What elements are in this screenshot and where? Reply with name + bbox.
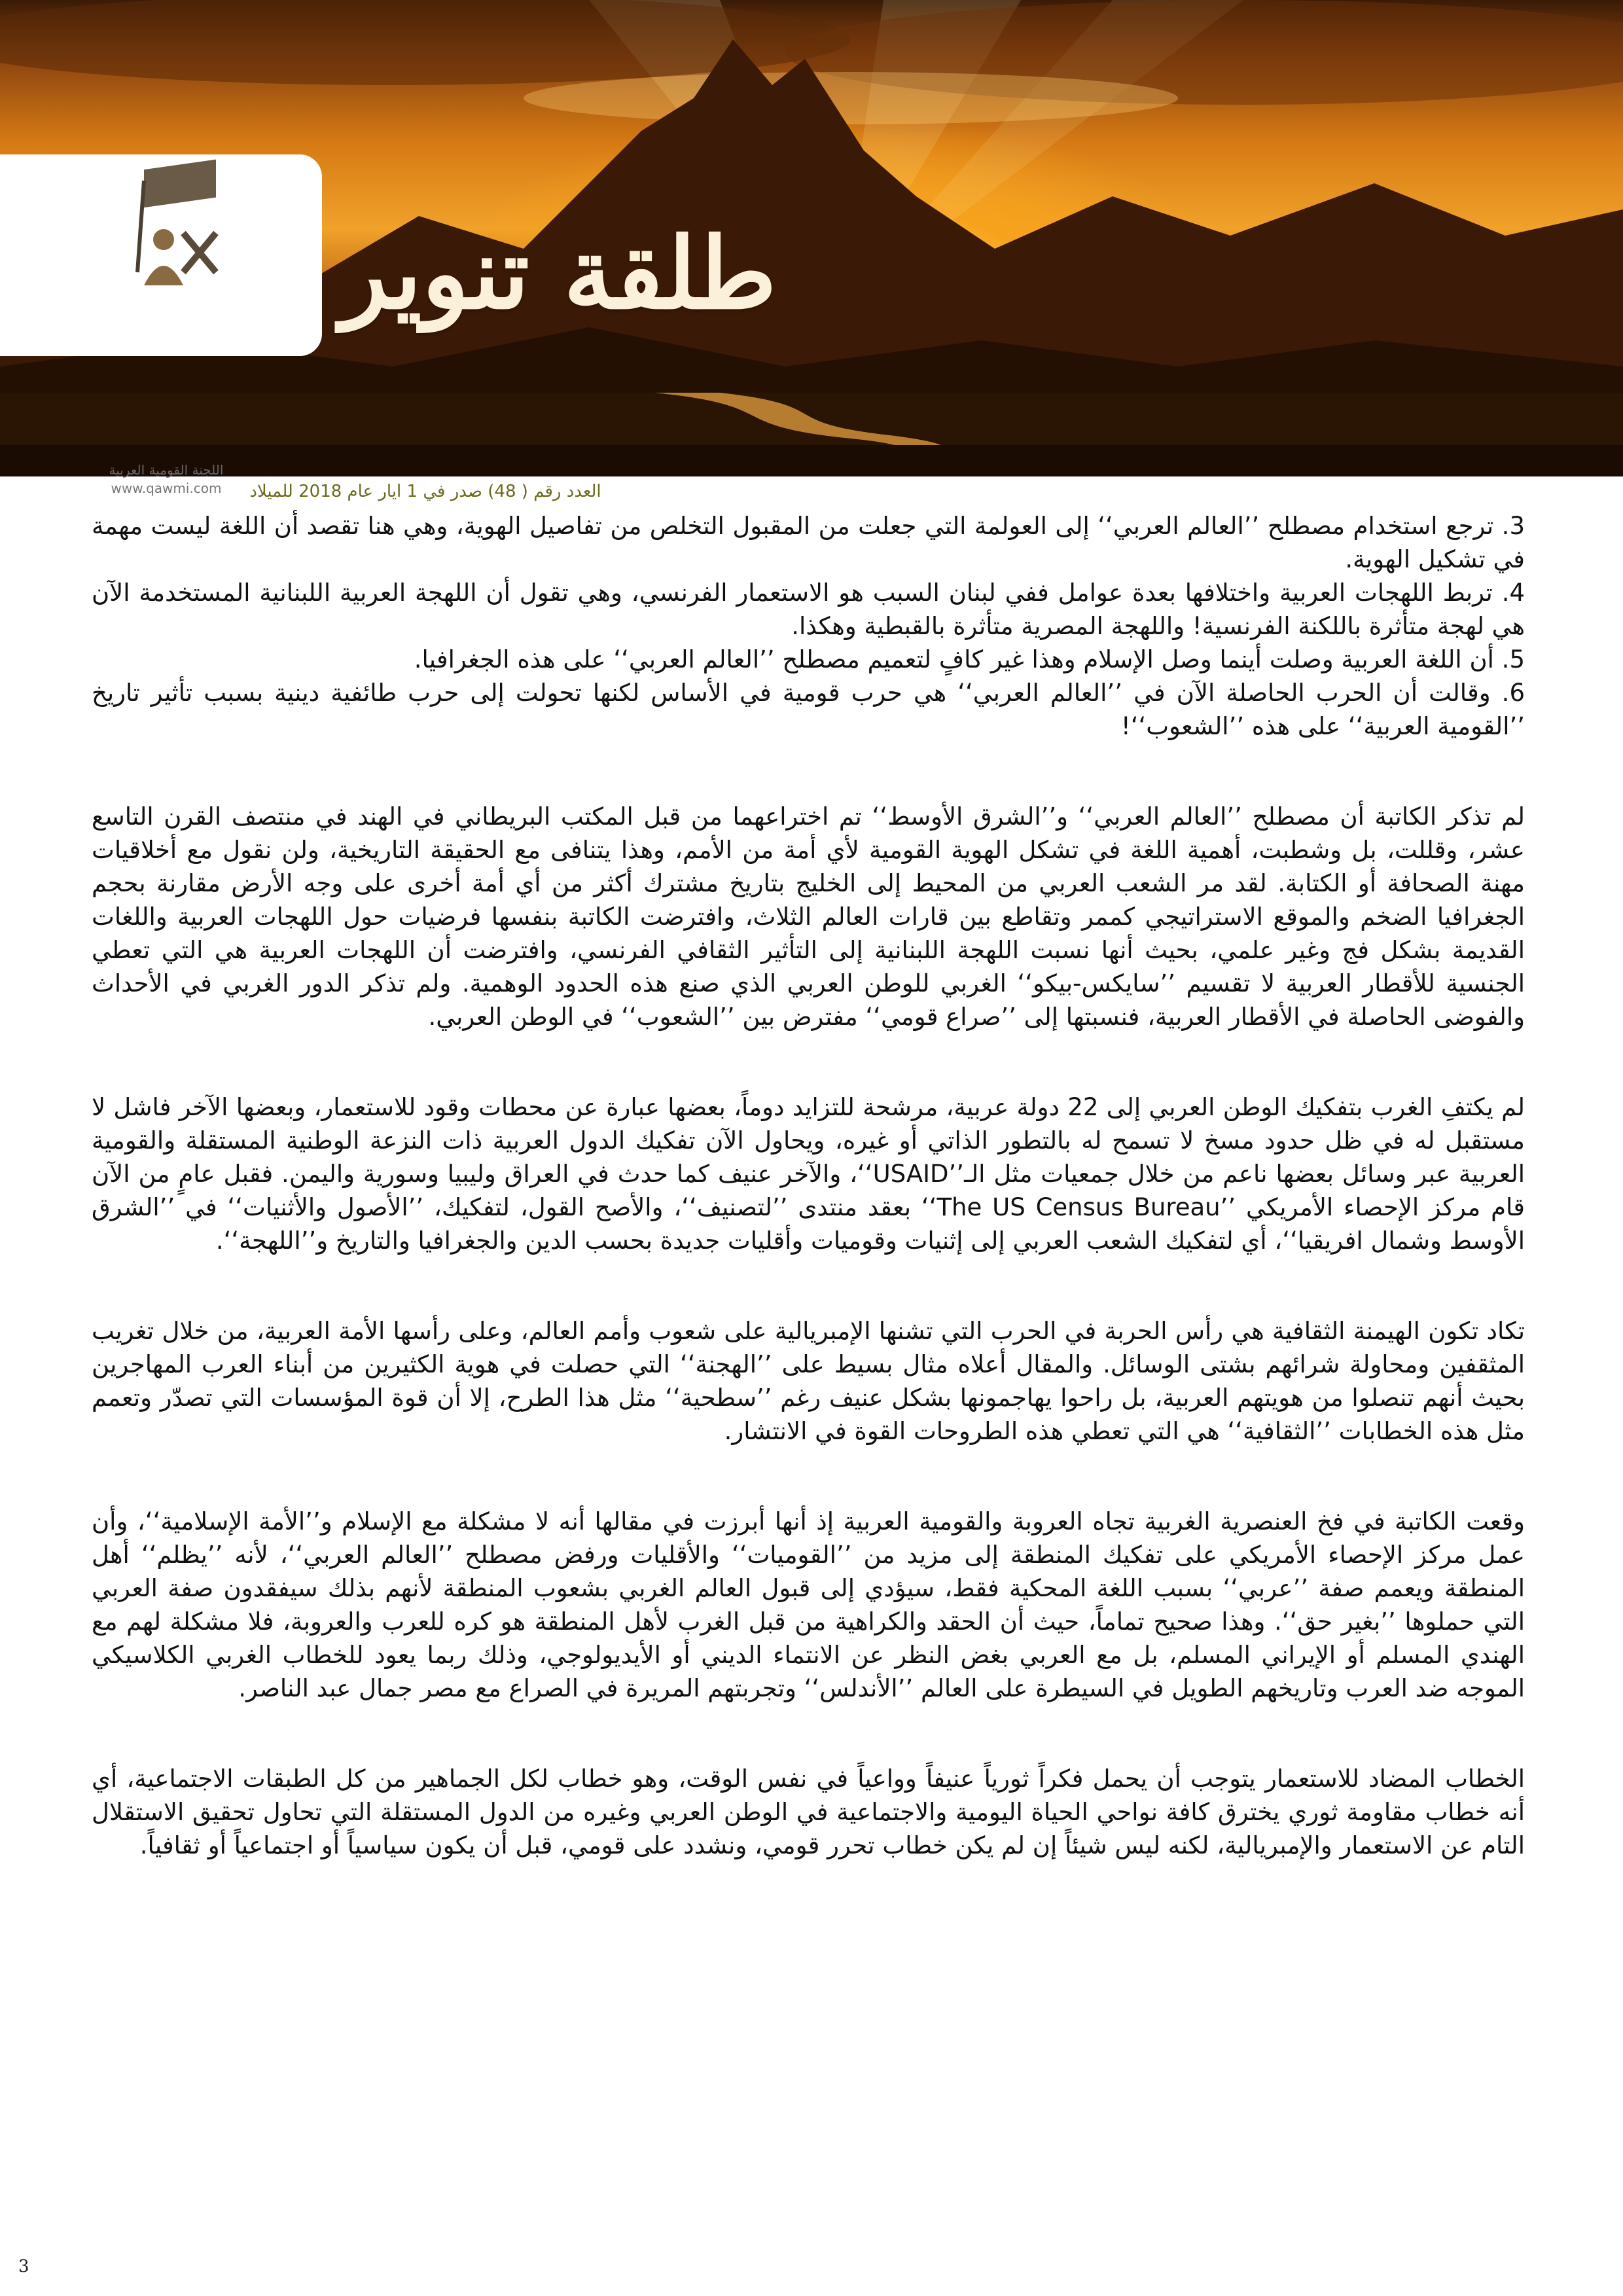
paragraph: لم يكتفِ الغرب بتفكيك الوطن العربي إلى 22 دولة عربية، مرشحة للتزايد دوماً، بعضها عبارة عن محطات وقود للاستعمار، وبعضها الآخر فاشل لا مستقبل له في ظل حدود مسخ لا تسمح له بالتطور الذاتي أو غيره، ويحاول الآن تفكيك الدول العربية ذات النزعة الوطنية المستقلة والقومية العربية عبر وسائل بعضها ناعم من خلال جمعيات مثل الـ’’USAID‘‘، والآخر عنيف كما حدث في العراق وليبيا وسورية واليمن. فقبل عامٍ من الآن قام مركز الإحصاء الأمريكي ’’The US Census Bureau‘‘ بعقد منتدى ’’لتصنيف‘‘، والأصح القول، لتفكيك، ’’الأصول والأثنيات‘‘ في ’’الشرق الأوسط وشمال افريقيا‘‘، أي لتفكيك الشعب العربي إلى إثنيات وقوميات وأقليات جديدة بحسب الدين والجغرافيا والتاريخ و’’اللهجة‘‘. (92, 1093, 1525, 1255)
list-item: 5. أن اللغة العربية وصلت أينما وصل الإسلام وهذا غير كافٍ لتعميم مصطلح ’’العالم العربي‘‘ على هذه الجغرافيا. (414, 645, 1525, 673)
magazine-title: طلقة تنوير (340, 216, 777, 331)
logo-url: www.qawmi.com (111, 480, 222, 496)
logo-caption: اللجنة القومية العربية (109, 462, 224, 478)
logo-panel (0, 154, 322, 496)
paragraph: الخطاب المضاد للاستعمار يتوجب أن يحمل فكراً ثورياً عنيفاً وواعياً في نفس الوقت، وهو خطاب لكل الجماهير من كل الطبقات الاجتماعية، أي أنه خطاب مقاومة ثوري يخترق كافة نواحي الحياة اليومية والاجتماعية في الوطن العربي وغيره من الدول المستقلة التي تحاول تحقيق الاستقلال التام عن الاستعمار والإمبريالية، لكنه ليس شيئاً إن لم يكن خطاب تحرر قومي، ونشدد على قومي، قبل أن يكون سياسياً أو اجتماعياً أو ثقافياً. (92, 1765, 1525, 1859)
paragraph: تكاد تكون الهيمنة الثقافية هي رأس الحربة في الحرب التي تشنها الإمبريالية على شعوب وأمم العالم، وعلى رأسها الأمة العربية، من خلال تغريب المثقفين ومحاولة شرائهم بشتى الوسائل. والمقال أعلاه مثال بسيط على ’’الهجنة‘‘ التي حصلت في هوية الكثيرين من أبناء العرب المهاجرين بحيث أنهم تنصلوا من هويتهم العربية، بل راحوا يهاجمونها بشكل عنيف رغم ’’سطحية‘‘ مثل هذا الطرح، إلا أن قوة المؤسسات التي تصدّر وتعمم مثل هذه الخطابات ’’الثقافية‘‘ هي التي تعطي هذه الطروحات القوة في الانتشار. (92, 1317, 1525, 1445)
list-item: 4. تربط اللهجات العربية واختلافها بعدة عوامل ففي لبنان السبب هو الاستعمار الفرنسي، وهي تقول أن اللهجة العربية اللبنانية المستخدمة الآن هي لهجة متأثرة باللكنة الفرنسية! واللهجة المصرية متأثرة بالقبطية وهكذا. (92, 579, 1525, 640)
list-item: 3. ترجع استخدام مصطلح ’’العالم العربي‘‘ إلى العولمة التي جعلت من المقبول التخلص من تفاصيل الهوية، وهي هنا تقصد أن اللغة ليست مهمة في تشكيل الهوية. (92, 512, 1525, 573)
page-number: 3 (18, 2257, 29, 2276)
list-item: 6. وقالت أن الحرب الحاصلة الآن في ’’العالم العربي‘‘ هي حرب قومية في الأساس لكنها تحولت إلى حرب طائفية دينية بسبب تأثير تاريخ ’’القومية العربية‘‘ على هذه ’’الشعوب‘‘! (92, 679, 1525, 740)
article-body (92, 509, 1525, 1862)
organization-logo-icon (65, 174, 262, 305)
paragraph: لم تذكر الكاتبة أن مصطلح ’’العالم العربي‘‘ و’’الشرق الأوسط‘‘ تم اختراعهما من قبل المكتب البريطاني في الهند في منتصف القرن التاسع عشر، وقللت، بل وشطبت، أهمية اللغة في تشكل الهوية القومية لأي أمة من الأمم، وهذا يتنافى مع الحقيقة التاريخية، ولن نقول مع أخلاقيات مهنة الصحافة أو الكتابة. لقد مر الشعب العربي من المحيط إلى الخليج بتاريخ مشترك أكثر من أي أمة أخرى على وجه الأرض مقارنة بحجم الجغرافيا الضخم والموقع الاستراتيجي كممر وتقاطع بين قارات العالم الثلاث، وافترضت الكاتبة بنفسها فرضيات حول اللهجات العربية واللغات القديمة بشكل فج وغير علمي، بحيث أنها نسبت اللهجة اللبنانية إلى التأثير الثقافي الفرنسي، وافترضت أن اللهجات العربية هي التي تعطي الجنسية للأقطار العربية لا تقسيم ’’سايكس-بيكو‘‘ الغربي للوطن العربي الذي صنع هذه الحدود الوهمية. ولم تذكر الدور الغربي في الأحداث والفوضى الحاصلة في الأقطار العربية، فنسبتها إلى ’’صراع قومي‘‘ مفترض بين ’’الشعوب‘‘ في الوطن العربي. (92, 802, 1525, 1031)
paragraph: وقعت الكاتبة في فخ العنصرية الغربية تجاه العروبة والقومية العربية إذ أنها أبرزت في مقالها أنه لا مشكلة مع الإسلام و’’الأمة الإسلامية‘‘، وأن عمل مركز الإحصاء الأمريكي على تفكيك المنطقة إلى مزيد من ’’القوميات‘‘ والأقليات ورفض مصطلح ’’العالم العربي‘‘، لأنه ’’يظلم‘‘ أهل المنطقة ويعمم صفة ’’عربي‘‘ بسبب اللغة المحكية فقط، سيؤدي إلى قبول العالم الغربي بشعوب المنطقة لأنهم بذلك سيفقدون صفة العربي التي حملوها ’’بغير حق‘‘. وهذا صحيح تماماً، حيث أن الحقد والكراهية من قبل الغرب لأهل المنطقة هو كره للعرب والعروبة، فلا مشكلة لهم مع الهندي المسلم أو الإيراني المسلم، بل مع العربي بغض النظر عن الانتماء الديني أو الأيديولوجي، وذلك ربما يعود للخطاب الغربي الكلاسيكي الموجه ضد العرب وتاريخهم الطويل في السيطرة على العالم ’’الأندلس‘‘ وتجربتهم المريرة في الصراع مع مصر جمال عبد الناصر. (92, 1507, 1525, 1702)
issue-line: العدد رقم ( 48) صدر في 1 ايار عام 2018 للميلاد (249, 482, 601, 501)
